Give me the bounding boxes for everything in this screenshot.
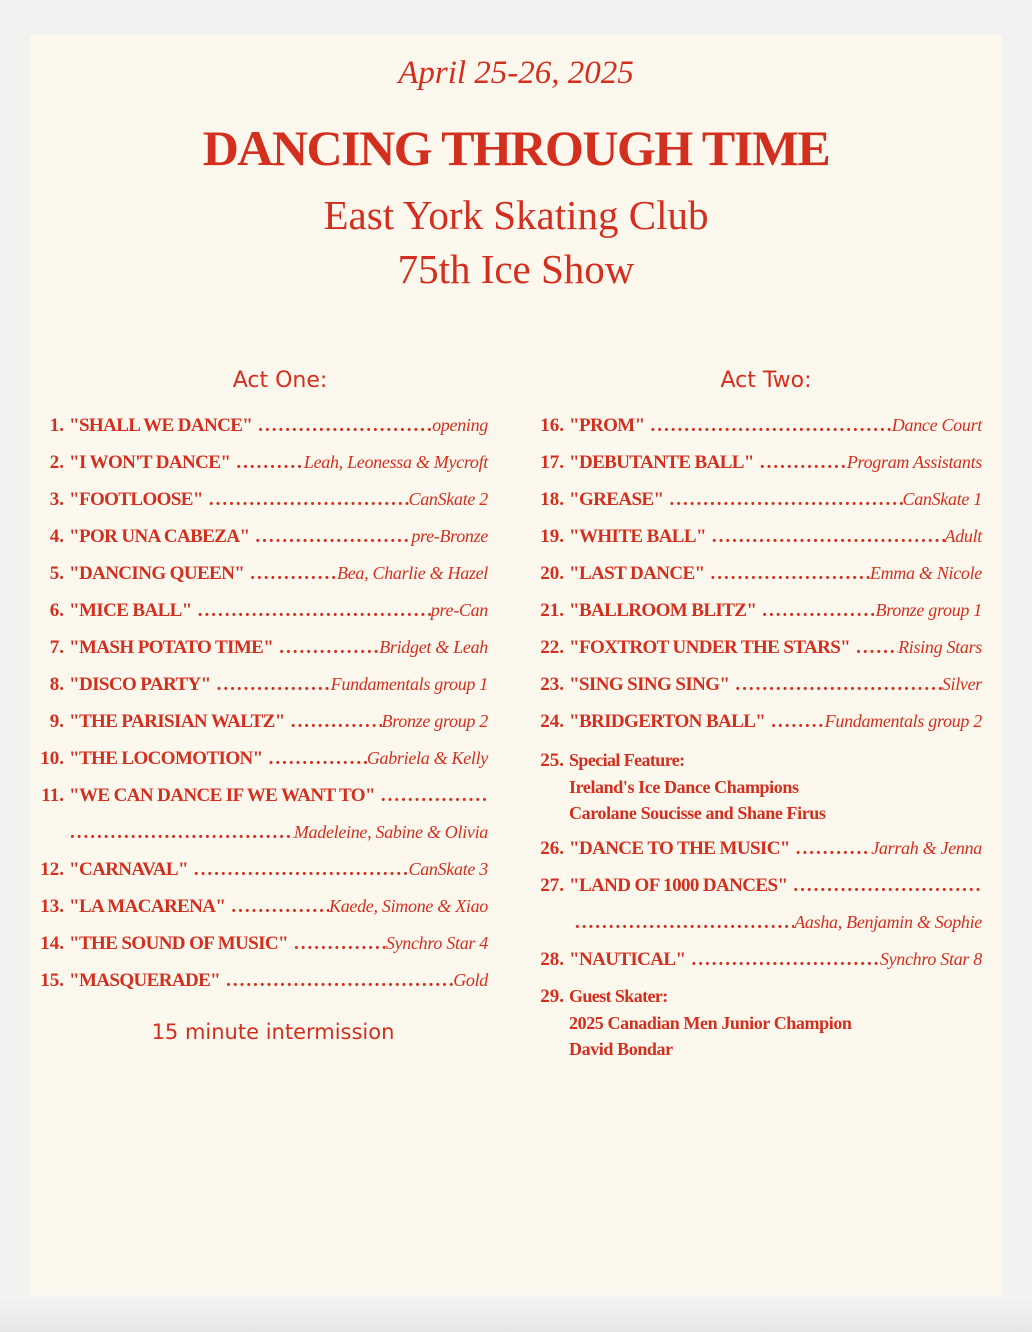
item-number: 29. [540,986,564,1007]
leader-dots [203,481,409,518]
item-performer: Emma & Nicole [869,563,982,583]
item-title: "THE LOCOMOTION" [69,748,263,769]
item-title: "THE SOUND OF MUSIC" [69,933,288,954]
leader-dots [273,629,379,666]
item-number: 12. [40,859,64,880]
show-date: April 25-26, 2025 [398,55,634,91]
act-one-list [30,407,488,999]
program-item [30,925,488,962]
program-item-continuation [30,814,488,851]
program-item [535,746,982,774]
item-performer: CanSkate 2 [408,489,488,509]
program-item [535,481,982,518]
item-performer: Gold [453,970,488,990]
leader-dots [754,444,847,481]
program-item [535,407,982,444]
program-item [535,518,982,555]
item-number: 6. [49,600,64,621]
program-item [30,888,488,925]
intermission-note: 15 minute intermission [151,1020,395,1044]
leader-dots [375,777,488,814]
program-item [30,777,488,814]
program-item [30,407,488,444]
program-item [30,851,488,888]
item-title: "FOOTLOOSE" [69,489,203,510]
leader-dots [790,830,871,867]
item-title: "THE PARISIAN WALTZ" [69,711,285,732]
page-shadow [0,1295,1032,1332]
item-performer: CanSkate 3 [408,859,488,879]
item-number: 3. [49,489,64,510]
item-title: "FOXTROT UNDER THE STARS" [569,637,851,658]
program-item [30,703,488,740]
leader-dots [188,851,409,888]
leader-dots [685,941,879,978]
item-performer: Fundamentals group 1 [330,674,488,694]
item-number: 13. [40,896,64,917]
item-performer: Jarrah & Jenna [871,838,982,858]
program-item-continuation [535,904,982,941]
leader-dots [230,444,304,481]
guest-line: 2025 Canadian Men Junior Champion [569,1013,852,1033]
item-number: 1. [49,415,64,436]
item-number: 4. [49,526,64,547]
leader-dots [252,407,432,444]
item-title: "WHITE BALL" [569,526,706,547]
program-item [535,666,982,703]
item-title: "LAST DANCE" [569,563,705,584]
item-performer: Bronze group 1 [875,600,982,620]
item-performer: Silver [941,674,982,694]
item-performer: Dance Court [891,415,982,435]
item-performer: pre-Bronze [411,526,488,546]
item-performer: Synchro Star 4 [385,933,488,953]
program-item [535,867,982,904]
act-two-heading: Act Two: [720,368,812,393]
item-title: "DANCING QUEEN" [69,563,245,584]
show-subtitle: 75th Ice Show [397,246,635,292]
item-performer: Leah, Leonessa & Mycroft [303,452,488,472]
leader-dots [225,888,329,925]
item-performer: Aasha, Benjamin & Sophie [794,912,982,932]
item-title: "LAND OF 1000 DANCES" [569,875,788,896]
item-title: "MASQUERADE" [69,970,221,991]
item-performer: Fundamentals group 2 [824,711,982,731]
item-number: 17. [540,452,564,473]
leader-dots [706,518,945,555]
program-item [30,592,488,629]
item-title: "NAUTICAL" [569,949,686,970]
item-performer: pre-Can [430,600,488,620]
leader-dots [220,962,453,999]
item-number: 9. [49,711,64,732]
item-number: 24. [540,711,564,732]
item-title: "MASH POTATO TIME" [69,637,274,658]
item-number: 14. [40,933,64,954]
leader-dots [192,592,431,629]
item-performer: Program Assistants [846,452,982,472]
act-one-heading: Act One: [232,368,328,393]
program-item [535,555,982,592]
program-item [535,941,982,978]
program-item [30,481,488,518]
feature-line: Carolane Soucisse and Shane Firus [569,803,826,823]
item-number: 2. [49,452,64,473]
leader-dots [765,703,824,740]
program-item [535,830,982,867]
item-title: "BRIDGERTON BALL" [569,711,766,732]
club-name: East York Skating Club [323,192,709,238]
item-title: "I WON'T DANCE" [69,452,231,473]
feature-label: Special Feature: [569,750,685,770]
program-item [535,444,982,481]
item-title: "MICE BALL" [69,600,192,621]
leader-dots [263,740,367,777]
leader-dots [244,555,337,592]
item-performer: CanSkate 1 [902,489,982,509]
item-performer: Kaede, Simone & Xiao [329,896,488,916]
program-item [535,592,982,629]
item-number: 10. [40,748,64,769]
program-page [30,35,1002,1295]
item-title: "DEBUTANTE BALL" [569,452,754,473]
item-number: 28. [540,949,564,970]
item-number: 16. [540,415,564,436]
item-number: 25. [540,750,564,771]
leader-dots [705,555,870,592]
item-number: 20. [540,563,564,584]
leader-dots [787,867,982,904]
item-number: 5. [49,563,64,584]
item-title: "BALLROOM BLITZ" [569,600,757,621]
item-title: "PROM" [569,415,645,436]
item-title: "CARNAVAL" [69,859,188,880]
program-item [30,518,488,555]
leader-dots [211,666,331,703]
leader-dots [729,666,941,703]
leader-dots [249,518,411,555]
item-title: "SING SING SING" [569,674,730,695]
item-number: 7. [49,637,64,658]
feature-line: Ireland's Ice Dance Champions [569,777,799,797]
item-performer: Gabriela & Kelly [366,748,488,768]
show-title: DANCING THROUGH TIME [202,120,830,176]
leader-dots [569,904,794,941]
program-item [535,629,982,666]
item-number: 22. [540,637,564,658]
guest-label: Guest Skater: [569,986,668,1006]
leader-dots [756,592,875,629]
guest-name: David Bondar [569,1039,673,1059]
item-title: "GREASE" [569,489,664,510]
item-title: "WE CAN DANCE IF WE WANT TO" [69,785,375,806]
item-performer: Adult [944,526,982,546]
item-title: "DANCE TO THE MUSIC" [569,838,790,859]
leader-dots [64,814,294,851]
leader-dots [663,481,902,518]
item-performer: Madeleine, Sabine & Olivia [293,822,488,842]
item-performer: Bridget & Leah [379,637,488,657]
leader-dots [850,629,898,666]
act-two-list [535,407,982,1062]
item-performer: Bea, Charlie & Hazel [337,563,488,583]
item-number: 8. [49,674,64,695]
item-title: "POR UNA CABEZA" [69,526,250,547]
program-item [535,982,982,1010]
leader-dots [645,407,892,444]
program-item [30,629,488,666]
item-performer: opening [432,415,488,435]
item-performer: Rising Stars [898,637,982,657]
item-number: 21. [540,600,564,621]
item-number: 15. [40,970,64,991]
program-item [30,740,488,777]
program-item [535,703,982,740]
item-title: "SHALL WE DANCE" [69,415,253,436]
item-number: 26. [540,838,564,859]
item-performer: Synchro Star 8 [879,949,982,969]
item-number: 11. [41,785,64,806]
item-title: "LA MACARENA" [69,896,226,917]
item-number: 19. [540,526,564,547]
program-item [30,962,488,999]
item-number: 23. [540,674,564,695]
item-number: 27. [540,875,564,896]
item-performer: Bronze group 2 [381,711,488,731]
leader-dots [288,925,386,962]
program-item [30,666,488,703]
guest-skater [535,978,982,1062]
item-title: "DISCO PARTY" [69,674,211,695]
leader-dots [285,703,382,740]
program-item [30,555,488,592]
special-feature [535,740,982,830]
item-number: 18. [540,489,564,510]
program-item [30,444,488,481]
